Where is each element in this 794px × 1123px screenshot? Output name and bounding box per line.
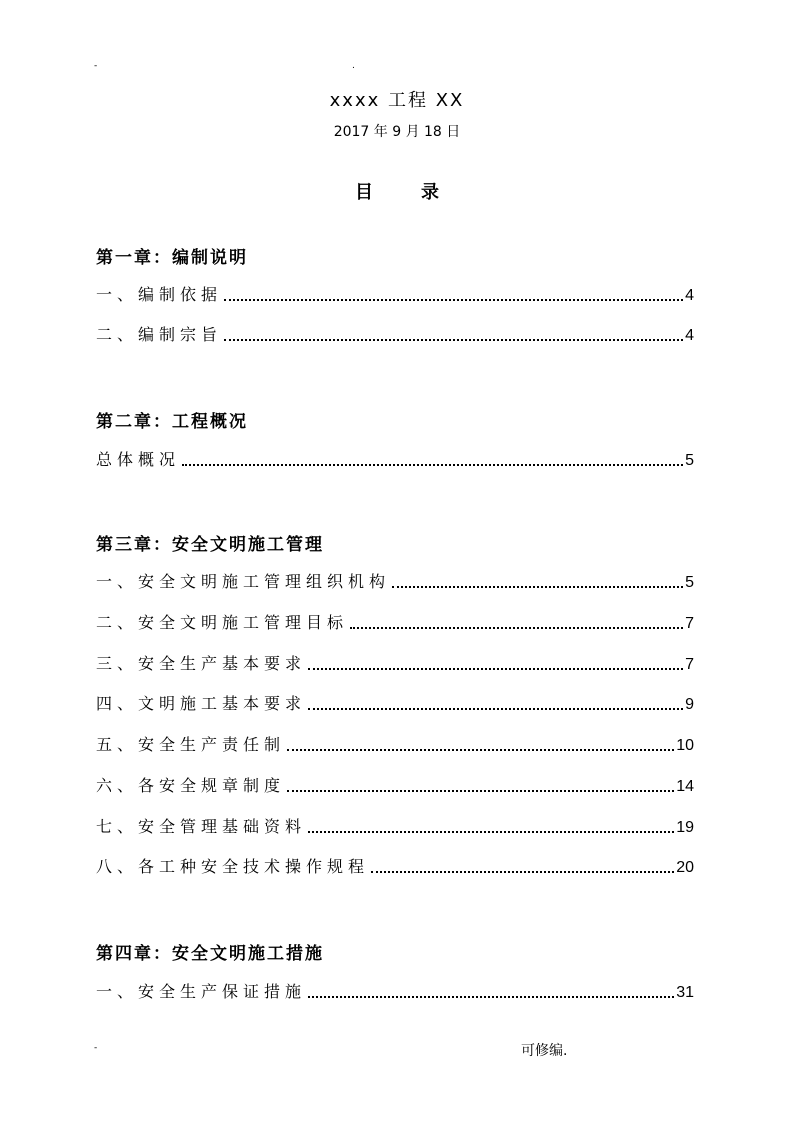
toc-entry-label: 总体概况 <box>96 450 181 469</box>
toc-entry-label: 一、安全生产保证措施 <box>96 982 307 1001</box>
document-title: xxxx 工程 XX <box>329 90 465 111</box>
footer-note: 可修编. <box>521 1043 568 1059</box>
toc-entry[interactable] <box>96 611 694 633</box>
toc-entry[interactable] <box>96 855 694 877</box>
dot-leader <box>287 789 674 792</box>
toc-entry-label: 一、安全文明施工管理组织机构 <box>96 572 391 591</box>
document-date: 2017 年 9 月 18 日 <box>333 124 461 140</box>
toc-entry[interactable] <box>96 448 694 470</box>
toc-entry-page: 20 <box>676 859 694 876</box>
dot-leader <box>308 995 674 998</box>
toc-entry-page: 10 <box>676 737 694 754</box>
chapter-2-title: 第二章：工程概况 <box>96 412 248 432</box>
toc-entry[interactable] <box>96 323 694 345</box>
toc-entry[interactable] <box>96 652 694 674</box>
toc-entry-page: 31 <box>676 984 694 1001</box>
toc-entry-page: 5 <box>685 452 694 469</box>
toc-entry-label: 三、安全生产基本要求 <box>96 654 307 673</box>
toc-entry-page: 4 <box>685 287 694 304</box>
chapter-1-title: 第一章：编制说明 <box>96 248 248 268</box>
toc-entry-label: 二、安全文明施工管理目标 <box>96 613 349 632</box>
dot-leader <box>308 667 683 670</box>
toc-entry-page: 5 <box>685 574 694 591</box>
toc-entry[interactable] <box>96 692 694 714</box>
dot-leader <box>287 748 674 751</box>
toc-entry-label: 八、各工种安全技术操作规程 <box>96 857 370 876</box>
corner-mark-left: - <box>94 61 98 71</box>
dot-leader <box>224 338 683 341</box>
dot-leader <box>224 298 683 301</box>
toc-entry[interactable] <box>96 733 694 755</box>
toc-entry-label: 七、安全管理基础资料 <box>96 817 307 836</box>
toc-entry-page: 7 <box>685 656 694 673</box>
toc-entry[interactable] <box>96 980 694 1002</box>
chapter-4-title: 第四章：安全文明施工措施 <box>96 944 324 964</box>
toc-entry[interactable] <box>96 815 694 837</box>
toc-entry[interactable] <box>96 283 694 305</box>
chapter-3-title: 第三章：安全文明施工管理 <box>96 535 324 555</box>
toc-entry[interactable] <box>96 570 694 592</box>
toc-entry-label: 五、安全生产责任制 <box>96 735 286 754</box>
toc-entry-page: 4 <box>685 327 694 344</box>
dot-leader <box>308 830 674 833</box>
toc-entry-page: 9 <box>685 696 694 713</box>
toc-heading: 目录 <box>355 182 487 203</box>
dot-leader <box>392 585 683 588</box>
toc-entry-label: 二、编制宗旨 <box>96 325 223 344</box>
dot-leader <box>350 626 683 629</box>
dot-leader <box>182 463 683 466</box>
corner-mark-center: . <box>352 61 355 71</box>
toc-entry-page: 7 <box>685 615 694 632</box>
toc-entry-label: 六、各安全规章制度 <box>96 776 286 795</box>
toc-entry-page: 14 <box>676 778 694 795</box>
dot-leader <box>371 870 674 873</box>
toc-entry-label: 一、编制依据 <box>96 285 223 304</box>
toc-entry-page: 19 <box>676 819 694 836</box>
footer-mark-left: - <box>94 1043 98 1053</box>
dot-leader <box>308 707 683 710</box>
toc-entry-label: 四、文明施工基本要求 <box>96 694 307 713</box>
toc-entry[interactable] <box>96 774 694 796</box>
